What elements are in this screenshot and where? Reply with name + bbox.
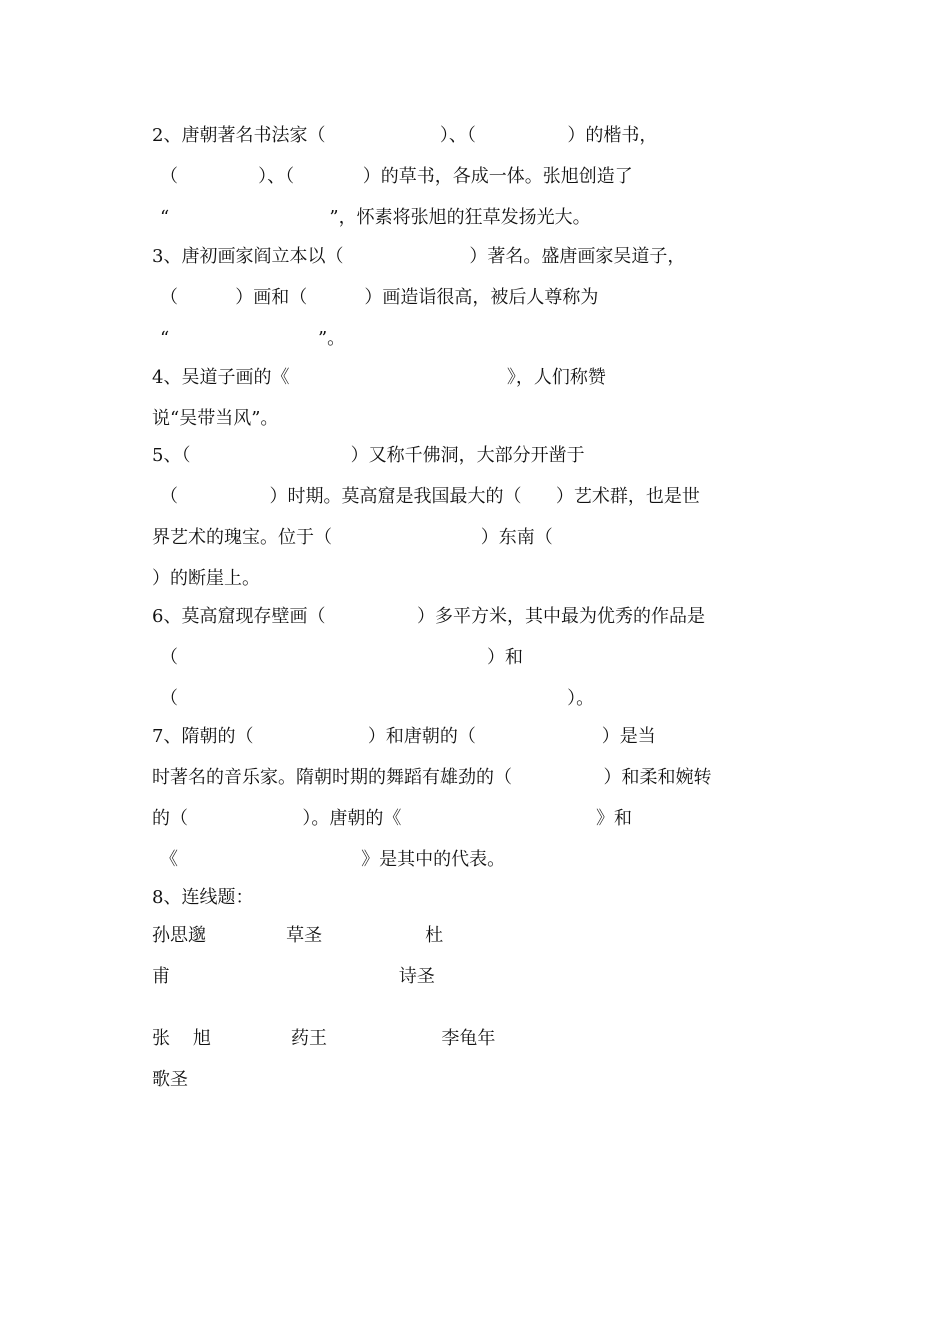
q7-line-3: 的（ ）。唐朝的《 》和 — [152, 808, 632, 829]
q3-line-2: （ ）画和（ ）画造诣很高，被后人尊称为 — [160, 287, 599, 308]
q8-row-3: 张 旭 药王 李龟年 — [152, 1028, 496, 1049]
q4-line-1: 4、吴道子画的《 》，人们称赞 — [152, 367, 606, 388]
q8-row-4: 歌圣 — [152, 1069, 188, 1090]
q8-title: 8、连线题： — [152, 887, 254, 908]
q7-line-4: 《 》是其中的代表。 — [160, 849, 506, 870]
q8-row-1: 孙思邈 草圣 杜 — [152, 925, 444, 946]
q4-line-2: 说“吴带当风”。 — [152, 408, 279, 429]
q5-line-4: ）的断崖上。 — [152, 568, 260, 589]
q2-line-2: （ ）、（ ）的草书，各成一体。张旭创造了 — [160, 166, 633, 187]
q5-line-3: 界艺术的瑰宝。位于（ ）东南（ — [152, 527, 553, 548]
q5-line-2: （ ）时期。莫高窟是我国最大的（ ）艺术群，也是世 — [160, 486, 700, 507]
q8-row-2: 甫 诗圣 — [152, 966, 435, 987]
q6-line-1: 6、莫高窟现存壁画（ ）多平方米，其中最为优秀的作品是 — [152, 606, 705, 627]
q3-line-3: “ ”。 — [160, 328, 346, 349]
q2-line-3: “ ”，怀素将张旭的狂草发扬光大。 — [160, 207, 591, 228]
q3-line-1: 3、唐初画家阎立本以（ ）著名。盛唐画家吴道子， — [152, 246, 686, 267]
q7-line-2: 时著名的音乐家。隋朝时期的舞蹈有雄劲的（ ）和柔和婉转 — [152, 767, 712, 788]
q6-line-3: （ ）。 — [160, 688, 595, 709]
q5-line-1: 5、（ ）又称千佛洞，大部分开凿于 — [152, 445, 585, 466]
q7-line-1: 7、隋朝的（ ）和唐朝的（ ）是当 — [152, 726, 656, 747]
q2-line-1: 2、唐朝著名书法家（ ）、（ ）的楷书， — [152, 125, 658, 146]
q6-line-2: （ ）和 — [160, 647, 523, 668]
